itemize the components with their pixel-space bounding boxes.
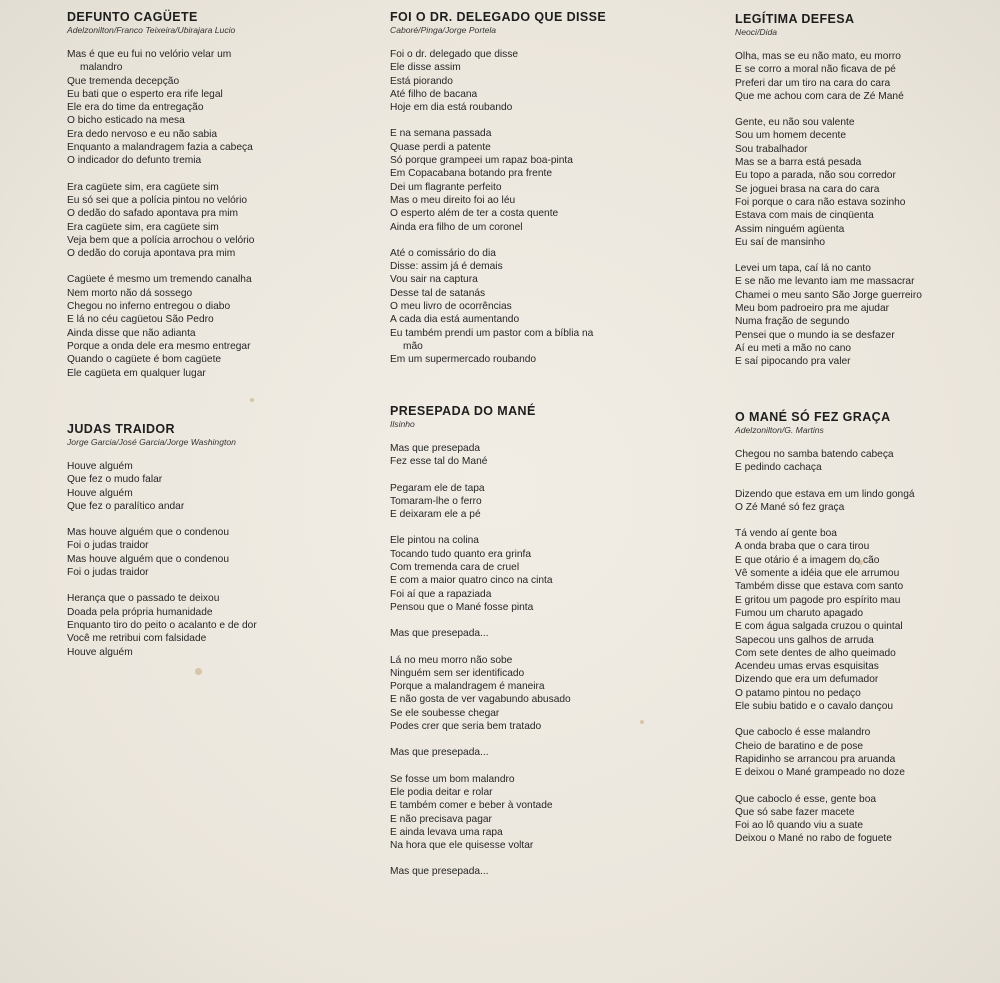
lyric-line: Em Copacabana botando pra frente (390, 168, 552, 180)
lyric-line: Ele pintou na colina (390, 535, 479, 547)
lyric-line: malandro (80, 62, 123, 74)
lyric-line: O patamo pintou no pedaço (735, 687, 861, 699)
song-authors: Adelzonilton/G. Martins (735, 425, 824, 435)
lyric-line: Dizendo que estava em um lindo gongá (735, 488, 915, 500)
song-authors: Neoci/Dida (735, 27, 778, 37)
lyric-line: Mas que presepada... (390, 747, 489, 759)
stanza (735, 726, 1000, 779)
lyric-line: Rapidinho se arrancou pra aruanda (735, 753, 896, 765)
lyric-line: Assim ninguém agüenta (735, 223, 845, 235)
lyric-line: Mas se a barra está pesada (735, 157, 862, 169)
lyric-line: Aí eu meti a mão no cano (735, 342, 852, 354)
song-title: O MANÉ SÓ FEZ GRAÇA (735, 410, 891, 424)
lyric-line: Tá vendo aí gente boa (735, 528, 837, 540)
lyric-line: Tocando tudo quanto era grinfa (390, 548, 532, 560)
stanza (390, 127, 690, 233)
song-presepada-do-mane (390, 404, 690, 892)
lyric-line: Mas houve alguém que o condenou (67, 527, 229, 539)
lyric-line: E lá no céu cagüetou São Pedro (67, 314, 214, 326)
lyric-line: Foi ao lô quando viu a suate (735, 820, 864, 832)
lyric-line: O dedão do safado apontava pra mim (67, 208, 239, 220)
lyric-line: Ele subiu batido e o cavalo dançou (735, 701, 894, 713)
stanza (390, 746, 690, 759)
lyric-line: E com água salgada cruzou o quintal (735, 621, 903, 633)
lyric-line: Vou sair na captura (390, 274, 478, 286)
lyric-line: Mas é que eu fui no velório velar um (67, 49, 232, 60)
lyric-line: mão (403, 340, 423, 352)
lyric-line: Que tremenda decepção (67, 75, 180, 87)
lyric-line: E não precisava pagar (390, 813, 492, 825)
lyric-line: Ele cagüeta em qualquer lugar (67, 367, 206, 379)
lyric-line: O Zé Mané só fez graça (735, 501, 845, 513)
lyric-line: E pedindo cachaça (735, 462, 822, 474)
lyric-line: Porque a malandragem é maneira (390, 681, 545, 693)
lyric-line: E se não me levanto iam me massacrar (735, 276, 915, 288)
lyric-line: Está piorando (390, 75, 453, 87)
stanza (67, 592, 367, 658)
lyric-line: Chegou no inferno entregou o diabo (67, 301, 231, 313)
lyric-line: Você me retribui com falsidade (67, 633, 207, 645)
lyric-line: Ninguém sem ser identificado (390, 667, 525, 679)
lyric-line: Se fosse um bom malandro (390, 773, 515, 785)
stanza (735, 50, 1000, 103)
lyric-line: Doada pela própria humanidade (67, 606, 213, 618)
stanza (390, 654, 690, 734)
lyric-line: O esperto além de ter a costa quente (390, 208, 559, 220)
stanza (67, 273, 367, 379)
stanza (735, 527, 1000, 713)
stanza (390, 247, 690, 367)
stanza (67, 48, 367, 168)
lyric-line: Pensei que o mundo ia se desfazer (735, 329, 895, 341)
lyric-line: Se ele soubesse chegar (390, 707, 500, 719)
lyric-line: Pensou que o Mané fosse pinta (390, 601, 534, 613)
lyric-line: Ele disse assim (390, 62, 461, 74)
paper-stain (250, 398, 254, 402)
lyric-line: Enquanto tiro do peito o acalanto e de dor (67, 619, 257, 631)
lyric-line: Com tremenda cara de cruel (390, 562, 520, 574)
song-title: PRESEPADA DO MANÉ (390, 404, 536, 418)
lyric-line: Foi o judas traidor (67, 540, 149, 552)
lyric-line: Veja bem que a polícia arrochou o velório (67, 234, 255, 246)
lyric-line: E deixaram ele a pé (390, 509, 481, 521)
lyric-line: Desse tal de satanás (390, 287, 486, 299)
lyric-line: E gritou um pagode pro espírito mau (735, 594, 901, 606)
song-judas-traidor (67, 422, 367, 672)
lyric-line: O indicador do defunto tremia (67, 155, 202, 167)
lyric-line: Dei um flagrante perfeito (390, 181, 502, 193)
lyric-line: E não gosta de ver vagabundo abusado (390, 694, 571, 706)
song-authors: Caboré/Pinga/Jorge Portela (390, 25, 497, 35)
lyric-line: Eu também prendi um pastor com a bíblia na (390, 327, 594, 339)
lyric-line: Mas que presepada... (390, 866, 489, 878)
lyric-line: Preferi dar um tiro na cara do cara (735, 77, 891, 89)
lyric-line: E saí pipocando pra valer (735, 356, 851, 368)
lyric-line: Vê somente a idéia que ele arrumou (735, 568, 900, 580)
stanza (390, 48, 690, 114)
stanza (735, 116, 1000, 249)
lyric-line: Que só sabe fazer macete (735, 806, 855, 818)
lyric-line: Cagüete é mesmo um tremendo canalha (67, 274, 252, 286)
lyric-line: Mas o meu direito foi ao léu (390, 194, 516, 206)
lyric-line: Era cagüete sim, era cagüete sim (67, 221, 219, 233)
lyric-line: Chegou no samba batendo cabeça (735, 449, 894, 460)
lyric-line: Eu saí de mansinho (735, 236, 826, 248)
lyric-line: Era cagüete sim, era cagüete sim (67, 181, 219, 193)
lyric-line: Só porque grampeei um rapaz boa-pinta (390, 155, 573, 167)
lyric-line: Pegaram ele de tapa (390, 482, 485, 494)
lyric-line: Hoje em dia está roubando (390, 102, 513, 114)
lyric-line: Era dedo nervoso e eu não sabia (67, 128, 218, 140)
lyric-line: Que caboclo é esse, gente boa (735, 793, 877, 805)
lyric-line: Até o comissário do dia (390, 247, 496, 259)
lyric-line: Tomaram-lhe o ferro (390, 495, 482, 507)
stanza (735, 488, 1000, 515)
lyric-line: Com sete dentes de alho queimado (735, 647, 896, 659)
stanza (67, 181, 367, 261)
lyric-line: Meu bom padroeiro pra me ajudar (735, 303, 890, 315)
lyric-line: A onda braba que o cara tirou (735, 541, 870, 553)
lyric-line: E também comer e beber à vontade (390, 800, 553, 812)
stanza (67, 460, 367, 513)
song-authors: Adelzonilton/Franco Teixeira/Ubirajara Lucio (67, 25, 236, 35)
lyric-line: Fez esse tal do Mané (390, 456, 488, 468)
stanza (390, 627, 690, 640)
song-title: FOI O DR. DELEGADO QUE DISSE (390, 10, 607, 24)
lyric-line: Que fez o mudo falar (67, 474, 163, 486)
lyric-line: Quase perdi a patente (390, 141, 491, 153)
lyric-line: Sou um homem decente (735, 130, 846, 142)
lyric-line: Levei um tapa, caí lá no canto (735, 263, 871, 275)
lyric-line: Dizendo que era um defumador (735, 674, 879, 686)
lyric-line: Numa fração de segundo (735, 316, 850, 328)
lyric-line: E com a maior quatro cinco na cinta (390, 575, 553, 587)
song-foi-o-dr-delegado (390, 10, 690, 380)
stanza (390, 482, 690, 522)
lyric-line: Ainda era filho de um coronel (390, 221, 523, 233)
lyric-line: Houve alguém (67, 646, 133, 658)
lyric-line: Ele era do time da entregação (67, 102, 204, 114)
lyric-line: Eu só sei que a polícia pintou no velório (67, 194, 248, 206)
lyric-line: Eu bati que o esperto era rife legal (67, 88, 223, 100)
lyric-line: Disse: assim já é demais (390, 261, 503, 273)
stanza (390, 534, 690, 614)
lyric-line: Porque a onda dele era mesmo entregar (67, 340, 251, 352)
lyric-line: Sapecou uns galhos de arruda (735, 634, 874, 646)
lyric-line: Foi porque o cara não estava sozinho (735, 196, 906, 208)
lyric-line: Eu topo a parada, não sou corredor (735, 170, 896, 182)
lyric-line: Mas que presepada (390, 443, 481, 454)
lyric-line: Ainda disse que não adianta (67, 327, 196, 339)
stanza (735, 448, 1000, 475)
lyric-line: O bicho esticado na mesa (67, 115, 185, 127)
lyric-line: Podes crer que seria bem tratado (390, 721, 542, 733)
stanza (390, 865, 690, 878)
stanza (735, 793, 1000, 846)
lyric-line: Quando o cagüete é bom cagüete (67, 354, 222, 366)
lyric-line: E deixou o Mané grampeado no doze (735, 767, 905, 779)
lyric-line: E que otário é a imagem do cão (735, 554, 880, 566)
stanza (390, 773, 690, 853)
lyric-line: Lá no meu morro não sobe (390, 654, 513, 666)
lyric-line: Sou trabalhador (735, 143, 808, 155)
lyric-line: Até filho de bacana (390, 88, 478, 100)
song-authors: Jorge Garcia/José Garcia/Jorge Washington (67, 437, 236, 447)
lyric-line: Mas houve alguém que o condenou (67, 553, 229, 565)
lyric-line: Fumou um charuto apagado (735, 607, 863, 619)
lyric-line: Acendeu umas ervas esquisitas (735, 661, 879, 673)
lyric-line: Deixou o Mané no rabo de foguete (735, 833, 892, 845)
lyric-line: Que caboclo é esse malandro (735, 727, 871, 739)
lyric-line: A cada dia está aumentando (390, 314, 520, 326)
lyric-line: E ainda levava uma rapa (390, 826, 503, 838)
lyric-line: Foi o judas traidor (67, 567, 149, 579)
lyric-line: O meu livro de ocorrências (390, 301, 512, 313)
song-legitima-defesa (735, 12, 1000, 382)
lyric-line: Na hora que ele quisesse voltar (390, 840, 534, 852)
song-defunto-caguete (67, 10, 367, 393)
song-authors: Ilsinho (390, 419, 415, 429)
lyric-line: Houve alguém (67, 461, 133, 472)
lyric-line: Estava com mais de cinqüenta (735, 210, 874, 222)
lyric-line: Gente, eu não sou valente (735, 117, 855, 129)
lyric-line: Também disse que estava com santo (735, 581, 904, 593)
song-title: JUDAS TRAIDOR (67, 422, 175, 436)
stanza (390, 442, 690, 469)
stanza (735, 262, 1000, 368)
song-o-mane-so-fez-graca (735, 410, 1000, 859)
lyric-line: Cheio de baratino e de pose (735, 740, 864, 752)
lyric-line: Herança que o passado te deixou (67, 593, 220, 605)
lyric-line: Se joguei brasa na cara do cara (735, 183, 880, 195)
song-title: DEFUNTO CAGÜETE (67, 10, 198, 24)
lyric-line: Olha, mas se eu não mato, eu morro (735, 51, 901, 62)
lyric-line: Nem morto não dá sossego (67, 287, 193, 299)
lyric-line: Em um supermercado roubando (390, 354, 537, 366)
lyric-line: Mas que presepada... (390, 628, 489, 640)
lyric-line: Que fez o paralítico andar (67, 500, 185, 512)
lyric-line: Chamei o meu santo São Jorge guerreiro (735, 289, 922, 301)
lyric-line: E na semana passada (390, 128, 492, 140)
song-title: LEGÍTIMA DEFESA (735, 12, 855, 26)
lyric-line: Enquanto a malandragem fazia a cabeça (67, 142, 253, 154)
lyric-line: E se corro a moral não ficava de pé (735, 64, 896, 76)
lyric-line: Ele podia deitar e rolar (390, 786, 493, 798)
lyric-line: Houve alguém (67, 487, 133, 499)
lyric-line: Que me achou com cara de Zé Mané (735, 90, 904, 102)
stanza (67, 526, 367, 579)
lyric-line: Foi aí que a rapaziada (390, 588, 492, 600)
lyric-line: Foi o dr. delegado que disse (390, 49, 518, 60)
lyric-line: O dedão do coruja apontava pra mim (67, 248, 236, 260)
